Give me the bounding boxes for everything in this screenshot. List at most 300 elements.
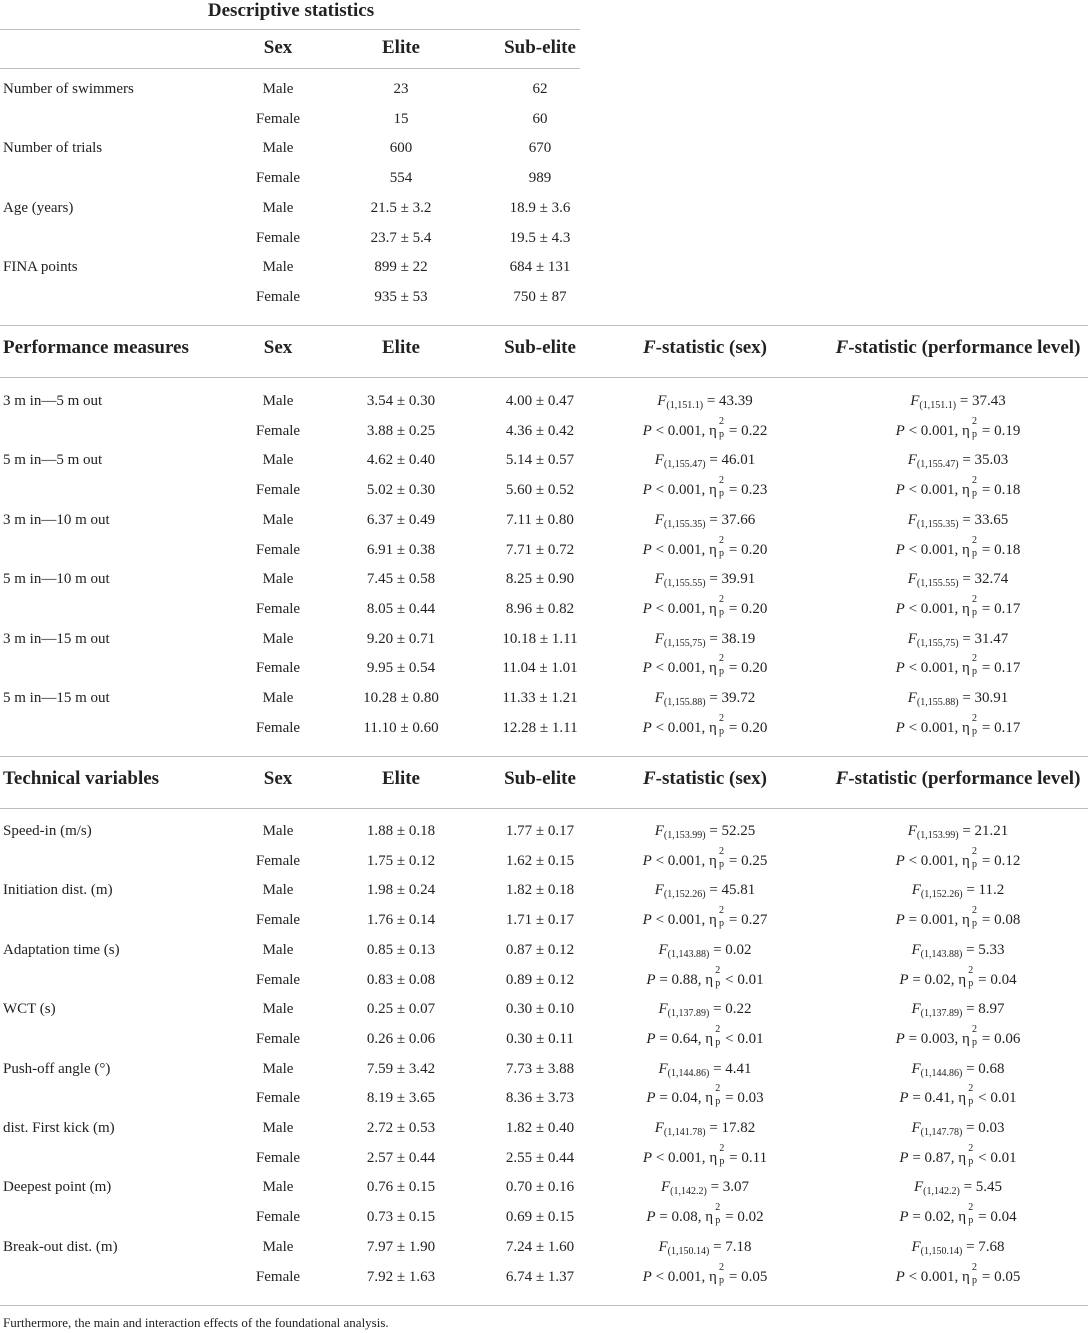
sex-cell: Male	[262, 140, 294, 157]
fstat-perf-cell	[912, 882, 1005, 900]
eta-subscript: p	[719, 547, 725, 559]
p-symbol: P	[895, 600, 905, 617]
degrees-of-freedom: (1,155.47)	[916, 459, 959, 471]
eta-subscript: p	[972, 606, 978, 618]
f-value: = 37.66	[709, 511, 756, 528]
p-value: = 0.04,	[659, 1090, 702, 1107]
p-value: = 0.02,	[912, 1209, 955, 1226]
elite-cell: 0.25 ± 0.07	[366, 1001, 436, 1018]
col-header-fstat-perf	[836, 768, 1081, 790]
col-header-sex: Sex	[263, 768, 293, 789]
eta-symbol	[958, 1083, 974, 1108]
f-symbol: F	[658, 1238, 668, 1255]
f-value: = 0.68	[966, 1060, 1005, 1077]
p-symbol: P	[895, 422, 905, 439]
elite-cell: 10.28 ± 0.80	[363, 690, 439, 706]
eta-letter: η	[709, 660, 717, 677]
row-label: 3 m in—10 m out	[3, 511, 110, 528]
elite-cell: 6.37 ± 0.49	[366, 511, 436, 528]
elite-cell: 7.92 ± 1.63	[366, 1268, 436, 1285]
eta-letter: η	[709, 852, 717, 869]
performance-header-label: Performance measures	[3, 337, 189, 358]
pvalue-sex-cell	[642, 534, 768, 559]
sex-cell: Male	[262, 1060, 294, 1077]
subelite-cell: 6.74 ± 1.37	[505, 1268, 575, 1285]
f-symbol: F	[654, 690, 664, 706]
eta-value: = 0.04	[978, 1209, 1017, 1226]
eta-value: = 0.23	[728, 482, 768, 499]
sex-cell: Female	[255, 1268, 301, 1285]
pvalue-sex-cell	[642, 845, 768, 870]
fstat-sex-cell	[655, 452, 756, 470]
eta-superscript: 2	[972, 593, 978, 605]
eta-value: = 0.20	[728, 600, 768, 617]
eta-symbol	[709, 712, 725, 737]
eta-letter: η	[705, 1209, 714, 1226]
sex-cell: Female	[255, 170, 301, 187]
descriptive-title: Descriptive statistics	[207, 0, 375, 21]
eta-subscript: p	[719, 606, 725, 618]
fstat-sex-cell	[655, 823, 756, 841]
f-symbol: F	[654, 823, 664, 839]
row-label: Initiation dist. (m)	[3, 882, 113, 899]
eta-superscript: 2	[972, 712, 978, 724]
p-symbol: P	[646, 1090, 656, 1107]
elite-cell: 6.91 ± 0.38	[366, 541, 436, 558]
p-value: = 0.64,	[659, 1030, 702, 1047]
degrees-of-freedom: (1,151.1)	[666, 400, 704, 411]
fstat-sex-cell	[655, 631, 756, 649]
eta-superscript: 2	[972, 1261, 978, 1273]
row-label: dist. First kick (m)	[3, 1120, 115, 1136]
sex-cell: Male	[262, 941, 294, 958]
eta-letter: η	[709, 541, 717, 558]
eta-superscript: 2	[715, 964, 721, 976]
f-symbol: F	[907, 511, 917, 528]
eta-letter: η	[962, 422, 970, 439]
pvalue-sex-cell	[642, 475, 768, 500]
elite-cell: 935 ± 53	[374, 288, 428, 305]
elite-cell: 0.73 ± 0.15	[366, 1209, 436, 1226]
eta-subscript: p	[968, 977, 974, 989]
elite-cell: 7.45 ± 0.58	[366, 571, 436, 588]
subelite-cell: 1.62 ± 0.15	[505, 852, 575, 869]
eta-symbol	[962, 593, 978, 618]
sex-cell: Female	[255, 660, 301, 677]
p-symbol: P	[642, 1149, 653, 1166]
elite-cell: 3.88 ± 0.25	[366, 422, 436, 439]
sex-cell: Male	[262, 511, 294, 528]
p-symbol: P	[642, 1268, 652, 1285]
eta-subscript: p	[972, 918, 978, 930]
sex-cell: Male	[262, 823, 294, 839]
eta-superscript: 2	[972, 475, 978, 487]
f-symbol: F	[642, 337, 656, 358]
f-symbol: F	[835, 768, 849, 789]
eta-subscript: p	[715, 977, 721, 989]
sex-cell: Female	[255, 1030, 301, 1047]
pvalue-perf-cell	[895, 845, 1021, 870]
eta-letter: η	[962, 660, 970, 677]
eta-symbol	[709, 415, 725, 440]
degrees-of-freedom: (1,137.89)	[667, 1008, 710, 1020]
rule	[0, 1305, 1088, 1306]
f-symbol: F	[913, 1179, 924, 1196]
eta-superscript: 2	[719, 1142, 725, 1154]
degrees-of-freedom: (1,155.35)	[916, 518, 959, 530]
eta-superscript: 2	[715, 1202, 721, 1214]
p-value: = 0.08,	[659, 1209, 702, 1226]
eta-superscript: 2	[719, 905, 725, 917]
degrees-of-freedom: (1,153.99)	[916, 830, 959, 841]
fstat-sex-cell	[655, 690, 756, 708]
eta-subscript: p	[719, 666, 725, 678]
subelite-cell: 11.04 ± 1.01	[502, 660, 578, 677]
eta-symbol	[705, 1083, 721, 1108]
eta-letter: η	[962, 541, 970, 558]
fstat-sex-cell	[657, 393, 753, 411]
subelite-cell: 7.73 ± 3.88	[505, 1060, 575, 1077]
sex-cell: Male	[262, 882, 294, 899]
row-label: 5 m in—5 m out	[3, 452, 103, 469]
pvalue-sex-cell	[642, 905, 768, 930]
sex-cell: Female	[255, 482, 301, 499]
pvalue-perf-cell	[895, 475, 1021, 500]
row-label: WCT (s)	[3, 1001, 56, 1018]
f-symbol: F	[654, 511, 664, 528]
eta-value: = 0.02	[725, 1209, 764, 1226]
subelite-cell: 1.82 ± 0.40	[505, 1120, 575, 1136]
eta-subscript: p	[719, 1155, 725, 1167]
row-label: 5 m in—10 m out	[3, 571, 110, 588]
eta-subscript: p	[719, 428, 725, 440]
degrees-of-freedom: (1,155,75)	[663, 637, 706, 649]
degrees-of-freedom: (1,143.88)	[920, 948, 963, 960]
eta-subscript: p	[719, 488, 725, 500]
subelite-cell: 7.24 ± 1.60	[505, 1238, 575, 1255]
p-value: < 0.001,	[655, 660, 706, 677]
degrees-of-freedom: (1,151.1)	[919, 400, 957, 411]
sex-cell: Female	[255, 229, 301, 246]
elite-cell: 1.88 ± 0.18	[366, 823, 436, 839]
p-symbol: P	[899, 1149, 909, 1166]
row-label: Adaptation time (s)	[3, 941, 120, 958]
eta-value: = 0.17	[981, 660, 1021, 677]
eta-letter: η	[709, 912, 717, 929]
eta-value: = 0.11	[729, 1149, 768, 1166]
p-value: < 0.001,	[655, 912, 706, 929]
f-value: = 45.81	[709, 882, 756, 899]
sex-cell: Female	[255, 422, 301, 439]
f-value: = 32.74	[962, 571, 1009, 588]
eta-letter: η	[705, 1090, 714, 1107]
f-symbol: F	[911, 1001, 921, 1018]
eta-subscript: p	[968, 1215, 974, 1227]
subelite-cell: 670	[528, 140, 552, 157]
degrees-of-freedom: (1,155.47)	[663, 459, 706, 471]
eta-symbol	[962, 653, 978, 678]
col-header-elite: Elite	[382, 337, 420, 358]
subelite-cell: 1.77 ± 0.17	[505, 823, 575, 839]
eta-letter: η	[962, 852, 970, 869]
row-label: Deepest point (m)	[3, 1179, 112, 1196]
elite-cell: 1.76 ± 0.14	[366, 912, 436, 929]
p-value: < 0.001,	[908, 482, 959, 499]
eta-letter: η	[709, 482, 717, 499]
eta-value: < 0.01	[725, 971, 764, 988]
fstat-sex-cell	[658, 1001, 751, 1019]
subelite-cell: 18.9 ± 3.6	[509, 199, 571, 216]
f-value: = 37.43	[959, 393, 1006, 409]
f-value: = 3.07	[710, 1179, 750, 1196]
eta-letter: η	[962, 719, 970, 736]
row-label: 3 m in—15 m out	[3, 630, 110, 647]
row-label: 3 m in—5 m out	[3, 393, 103, 409]
p-symbol: P	[895, 660, 905, 677]
pvalue-sex-cell	[646, 964, 764, 989]
eta-symbol	[958, 964, 974, 989]
pvalue-sex-cell	[642, 653, 768, 678]
col-header-fstat-sex	[643, 337, 767, 359]
rule	[0, 808, 1088, 809]
eta-value: = 0.17	[981, 719, 1021, 736]
col-header-subelite: Sub-elite	[504, 768, 576, 789]
p-value: < 0.001,	[908, 541, 959, 558]
eta-symbol	[962, 845, 978, 870]
fstat-perf-cell	[911, 1120, 1004, 1138]
eta-superscript: 2	[968, 1083, 974, 1095]
subelite-cell: 0.30 ± 0.10	[505, 1001, 575, 1018]
eta-symbol	[705, 1202, 721, 1227]
pvalue-sex-cell	[642, 415, 768, 440]
fstat-sex-cell	[661, 1179, 749, 1197]
sex-cell: Female	[255, 288, 301, 305]
elite-cell: 21.5 ± 3.2	[370, 199, 432, 216]
f-value: = 30.91	[962, 690, 1009, 706]
eta-letter: η	[709, 1268, 717, 1285]
elite-cell: 0.76 ± 0.15	[366, 1179, 436, 1196]
degrees-of-freedom: (1,150.14)	[920, 1245, 963, 1257]
fstat-sex-cell	[658, 1239, 751, 1257]
eta-subscript: p	[719, 858, 725, 870]
f-symbol: F	[911, 1060, 921, 1077]
p-symbol: P	[895, 719, 905, 736]
elite-cell: 554	[389, 170, 413, 187]
p-symbol: P	[646, 1030, 656, 1047]
pvalue-sex-cell	[646, 1202, 764, 1227]
eta-letter: η	[709, 422, 717, 439]
eta-symbol	[705, 964, 721, 989]
f-value: = 5.33	[966, 941, 1005, 958]
eta-symbol	[709, 475, 725, 500]
sex-cell: Male	[262, 259, 294, 276]
subelite-cell: 7.11 ± 0.80	[506, 511, 574, 528]
eta-superscript: 2	[719, 653, 725, 665]
p-value: = 0.001,	[908, 912, 959, 929]
f-value: = 7.68	[966, 1238, 1005, 1255]
f-symbol: F	[654, 630, 664, 647]
eta-letter: η	[962, 1030, 970, 1047]
subelite-cell: 1.82 ± 0.18	[505, 882, 575, 899]
fstat-perf-cell	[911, 1061, 1004, 1079]
subelite-cell: 8.36 ± 3.73	[505, 1090, 575, 1107]
f-symbol: F	[658, 941, 668, 958]
header-text: -statistic (sex)	[655, 768, 768, 789]
pvalue-perf-cell	[899, 1083, 1017, 1108]
sex-cell: Female	[255, 971, 301, 988]
subelite-cell: 8.96 ± 0.82	[505, 600, 575, 617]
eta-letter: η	[962, 1268, 970, 1285]
f-value: = 35.03	[962, 452, 1009, 469]
eta-superscript: 2	[968, 964, 974, 976]
eta-subscript: p	[972, 666, 978, 678]
p-value: < 0.001,	[908, 422, 959, 439]
pvalue-sex-cell	[646, 1083, 764, 1108]
eta-superscript: 2	[715, 1083, 721, 1095]
f-value: = 43.39	[706, 393, 753, 409]
subelite-cell: 5.14 ± 0.57	[505, 452, 575, 469]
eta-superscript: 2	[972, 415, 978, 427]
degrees-of-freedom: (1,152.26)	[920, 889, 963, 901]
sex-cell: Male	[262, 1238, 294, 1255]
p-symbol: P	[895, 852, 905, 869]
sex-cell: Female	[255, 852, 301, 869]
eta-value: = 0.20	[728, 541, 768, 558]
f-value: = 46.01	[709, 452, 756, 469]
eta-value: = 0.19	[981, 422, 1021, 439]
f-symbol: F	[654, 1120, 664, 1136]
p-value: < 0.001,	[908, 852, 959, 869]
elite-cell: 7.97 ± 1.90	[366, 1238, 436, 1255]
elite-cell: 23.7 ± 5.4	[370, 229, 432, 246]
eta-letter: η	[705, 971, 714, 988]
fstat-perf-cell	[908, 690, 1009, 708]
f-value: = 11.2	[966, 882, 1005, 899]
subelite-cell: 4.00 ± 0.47	[505, 393, 575, 409]
eta-subscript: p	[972, 547, 978, 559]
p-symbol: P	[895, 912, 905, 929]
eta-value: = 0.25	[728, 852, 768, 869]
p-symbol: P	[642, 852, 652, 869]
degrees-of-freedom: (1,141.78)	[663, 1127, 706, 1138]
subelite-cell: 750 ± 87	[513, 288, 567, 305]
col-header-sex: Sex	[263, 37, 293, 58]
p-value: = 0.02,	[912, 971, 955, 988]
eta-subscript: p	[719, 1274, 725, 1286]
p-symbol: P	[646, 1209, 656, 1226]
subelite-cell: 0.87 ± 0.12	[505, 941, 575, 958]
subelite-cell: 11.33 ± 1.21	[502, 690, 578, 706]
technical-header-label: Technical variables	[3, 768, 160, 789]
eta-value: = 0.27	[728, 912, 768, 929]
eta-value: = 0.17	[981, 600, 1021, 617]
pvalue-perf-cell	[895, 653, 1021, 678]
degrees-of-freedom: (1,152.26)	[663, 889, 706, 901]
elite-cell: 899 ± 22	[374, 259, 428, 276]
pvalue-sex-cell	[646, 1023, 764, 1048]
elite-cell: 2.72 ± 0.53	[366, 1120, 436, 1136]
col-header-elite: Elite	[382, 768, 420, 789]
pvalue-perf-cell	[895, 593, 1021, 618]
eta-symbol	[709, 1261, 725, 1286]
degrees-of-freedom: (1,153.99)	[663, 830, 706, 841]
degrees-of-freedom: (1,155.35)	[663, 518, 706, 530]
eta-subscript: p	[715, 1096, 721, 1108]
subelite-cell: 2.55 ± 0.44	[505, 1149, 575, 1166]
row-label: FINA points	[3, 259, 78, 276]
f-value: = 21.21	[962, 823, 1009, 839]
p-symbol: P	[895, 1030, 905, 1047]
eta-value: = 0.03	[725, 1090, 764, 1107]
eta-symbol	[705, 1023, 721, 1048]
elite-cell: 0.85 ± 0.13	[366, 941, 436, 958]
eta-subscript: p	[972, 428, 978, 440]
fstat-sex-cell	[658, 942, 751, 960]
row-label: 5 m in—15 m out	[3, 690, 110, 706]
elite-cell: 23	[393, 81, 409, 97]
degrees-of-freedom: (1,147.78)	[920, 1127, 963, 1138]
f-value: = 5.45	[963, 1179, 1003, 1196]
rule	[0, 29, 580, 30]
f-value: = 52.25	[709, 823, 756, 839]
degrees-of-freedom: (1,150.14)	[667, 1245, 710, 1257]
subelite-cell: 4.36 ± 0.42	[505, 422, 575, 439]
eta-letter: η	[958, 971, 967, 988]
elite-cell: 2.57 ± 0.44	[366, 1149, 436, 1166]
eta-superscript: 2	[719, 845, 725, 857]
f-symbol: F	[660, 1179, 671, 1196]
row-label: Break-out dist. (m)	[3, 1238, 118, 1255]
p-symbol: P	[895, 541, 905, 558]
p-value: < 0.001,	[655, 482, 706, 499]
f-value: = 8.97	[966, 1001, 1005, 1018]
elite-cell: 0.83 ± 0.08	[366, 971, 436, 988]
row-label: Number of swimmers	[3, 81, 134, 97]
f-value: = 39.91	[709, 571, 756, 588]
p-symbol: P	[642, 719, 652, 736]
pvalue-sex-cell	[642, 1261, 768, 1286]
eta-letter: η	[958, 1149, 967, 1166]
fstat-perf-cell	[911, 1001, 1004, 1019]
p-value: < 0.001,	[908, 660, 959, 677]
eta-subscript: p	[715, 1036, 721, 1048]
fstat-perf-cell	[908, 823, 1009, 841]
eta-subscript: p	[972, 858, 978, 870]
eta-value: = 0.04	[978, 971, 1017, 988]
fstat-perf-cell	[911, 942, 1004, 960]
eta-value: = 0.22	[728, 422, 768, 439]
eta-value: = 0.08	[981, 912, 1021, 929]
eta-symbol	[709, 534, 725, 559]
eta-superscript: 2	[719, 415, 725, 427]
eta-letter: η	[705, 1030, 714, 1047]
f-symbol: F	[907, 571, 917, 588]
degrees-of-freedom: (1,155.55)	[663, 578, 706, 590]
p-symbol: P	[899, 1090, 909, 1107]
pvalue-perf-cell	[895, 1261, 1021, 1286]
elite-cell: 5.02 ± 0.30	[366, 482, 436, 499]
eta-value: < 0.01	[725, 1030, 764, 1047]
eta-superscript: 2	[972, 905, 978, 917]
fstat-sex-cell	[658, 1061, 751, 1079]
pvalue-sex-cell	[642, 1142, 768, 1167]
f-value: = 0.22	[713, 1001, 752, 1018]
eta-superscript: 2	[719, 534, 725, 546]
eta-superscript: 2	[719, 1261, 725, 1273]
p-symbol: P	[642, 482, 652, 499]
col-header-subelite: Sub-elite	[504, 337, 576, 358]
degrees-of-freedom: (1,142.2)	[923, 1186, 960, 1198]
